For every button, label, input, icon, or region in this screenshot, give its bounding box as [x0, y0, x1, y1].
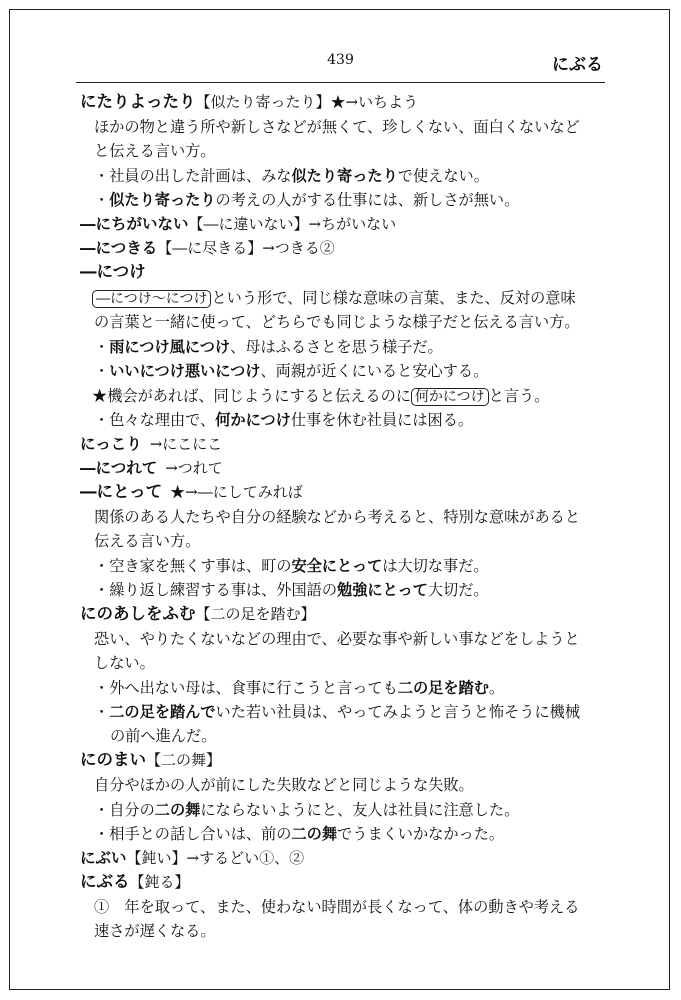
cross-reference: ★→―にしてみれば — [170, 483, 303, 501]
kanji: 【似たり寄ったり】 — [195, 93, 331, 111]
entry-heading — [80, 212, 396, 236]
cross-reference: →にこにこ — [149, 435, 223, 453]
definition-line: ―につけ～につけ という形で、同じ様な意味の言葉、また、反対の意味 — [92, 286, 576, 311]
entry-heading — [80, 480, 303, 504]
headword: ―にちがいない — [80, 215, 189, 233]
headword: にっこり — [80, 435, 142, 453]
definition-line: の言葉と一緒に使って、どちらでも同じような様子だと伝える言い方。 — [94, 313, 580, 331]
example-line: ・繰り返し練習する事は、外国語の勉強にとって大切だ。 — [94, 581, 489, 599]
definition-line: ① 年を取って、また、使わない時間が長くなって、体の動きや考える — [94, 898, 580, 916]
definition-line: 自分やほかの人が前にした失敗などと同じような失敗。 — [94, 776, 474, 794]
cross-reference: →つきる② — [262, 239, 335, 257]
cross-reference: →ちがいない — [308, 215, 397, 233]
kanji: 【鈍い】 — [126, 849, 187, 867]
example-line: ・似たり寄ったりの考えの人がする仕事には、新しさが無い。 — [94, 191, 520, 209]
entry-heading — [80, 870, 190, 894]
pattern-box: 何かにつけ — [411, 388, 489, 406]
definition-line: 恐い、やりたくないなどの理由で、必要な事や新しい事などをしようと — [94, 630, 580, 648]
headword: にのあしをふむ — [80, 604, 196, 623]
example-line: ・二の足を踏んでいた若い社員は、やってみようと言うと怖そうに機械 — [94, 703, 580, 721]
running-headword: にぶる — [552, 55, 603, 75]
entry-heading — [80, 236, 335, 260]
kanji: 【二の足を踏む】 — [195, 605, 316, 623]
entry-heading — [80, 432, 222, 456]
definition-line: しない。 — [94, 654, 155, 672]
page-number: 439 — [327, 52, 354, 68]
definition-line: ほかの物と違う所や新しさなどが無くて、珍しくない、面白くないなど — [94, 118, 580, 136]
headword: にたりよったり — [80, 92, 196, 111]
example-line: ・空き家を無くす事は、町の安全にとっては大切な事だ。 — [94, 557, 489, 575]
headword: ―につけ — [80, 262, 146, 281]
example-line: ・社員の出した計画は、みな似たり寄ったりで使えない。 — [94, 167, 489, 185]
kanji: 【―に違いない】 — [188, 215, 309, 233]
headword: ―につきる — [80, 239, 158, 257]
kanji: 【―に尽きる】 — [157, 239, 263, 257]
headword: ―につれて — [80, 459, 158, 477]
headword: ―にとって — [80, 482, 163, 501]
definition-line: 伝える言い方。 — [94, 532, 201, 550]
example-line: ・いいにつけ悪いにつけ、両親が近くにいると安心する。 — [94, 362, 489, 380]
entry-heading — [80, 260, 146, 284]
example-line: ・雨につけ風につけ、母はふるさとを思う様子だ。 — [94, 338, 443, 356]
example-line: ・相手との話し合いは、前の二の舞でうまくいかなかった。 — [94, 825, 505, 843]
example-line: ・自分の二の舞にならないようにと、友人は社員に注意した。 — [94, 801, 520, 819]
definition-line: 関係のある人たちや自分の経験などから考えると、特別な意味があると — [94, 508, 580, 526]
cross-reference: ★→いちよう — [330, 93, 419, 111]
kanji: 【二の舞】 — [146, 751, 222, 769]
note-line: ★機会があれば、同じようにすると伝えるのに 何かにつけ と言う。 — [92, 387, 550, 405]
example-line: ・外へ出ない母は、食事に行こうと言っても二の足を踏む。 — [94, 679, 505, 697]
headword: にぶい — [80, 849, 127, 867]
entry-heading — [80, 90, 418, 114]
definition-line: 速さが遅くなる。 — [94, 922, 216, 940]
headword: にぶる — [80, 872, 130, 891]
headword: にのまい — [80, 750, 146, 769]
definition-line: と伝える言い方。 — [94, 142, 216, 160]
entry-heading — [80, 748, 221, 772]
cross-reference: →するどい①、② — [186, 849, 305, 867]
cross-reference: →つれて — [165, 459, 223, 477]
kanji: 【鈍る】 — [129, 873, 190, 891]
example-line: の前へ進んだ。 — [110, 727, 217, 745]
entry-heading — [80, 602, 316, 626]
entry-heading — [80, 456, 223, 480]
example-line: ・色々な理由で、何かにつけ仕事を休む社員には困る。 — [94, 411, 474, 429]
entry-heading — [80, 846, 304, 870]
pattern-box: ―につけ～につけ — [92, 290, 211, 308]
header-rule — [76, 82, 605, 83]
